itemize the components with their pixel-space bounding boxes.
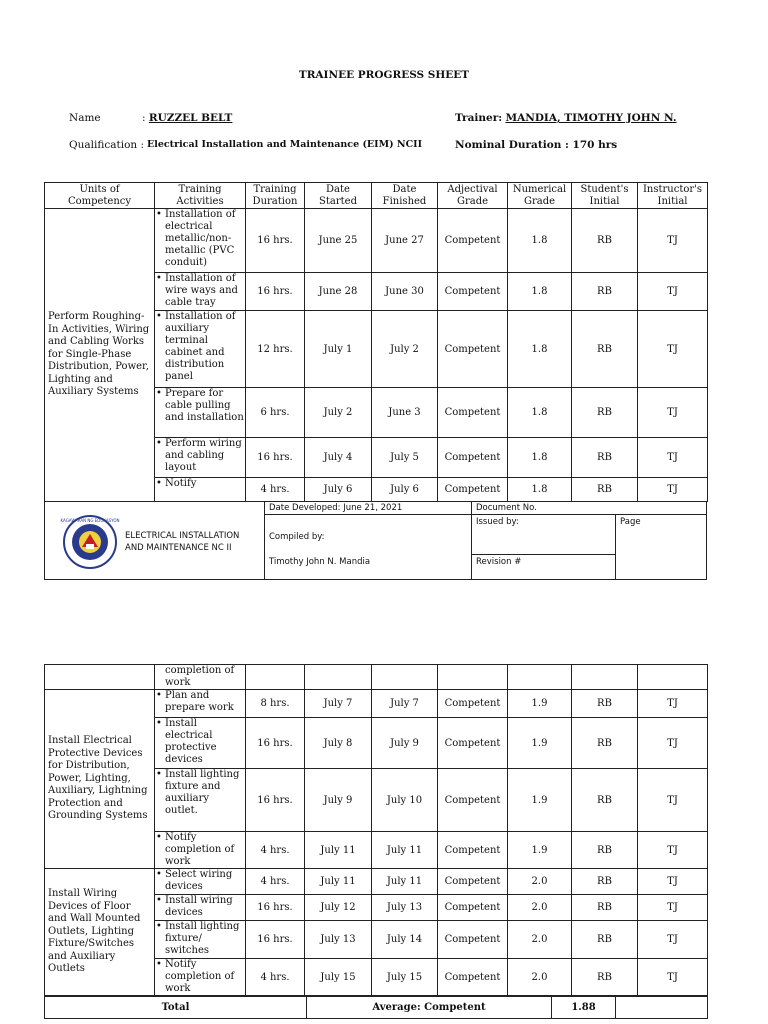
revision-label: Revision # [476, 557, 522, 567]
instructor-initial-cell: TJ [638, 388, 708, 438]
instructor-initial-cell: TJ [638, 959, 708, 996]
date-started-cell: July 11 [305, 869, 372, 895]
date-started-cell: July 2 [305, 388, 372, 438]
student-initial-cell: RB [572, 311, 638, 388]
numerical-grade-cell: 1.8 [508, 311, 572, 388]
numerical-grade-cell: 2.0 [508, 959, 572, 996]
instructor-initial-cell: TJ [638, 869, 708, 895]
average-label: Average: Competent [307, 997, 552, 1019]
adjectival-grade-cell: Competent [438, 209, 508, 273]
student-initial-cell: RB [572, 718, 638, 769]
activity-cell: completion of work [155, 665, 246, 690]
date-finished-cell: July 2 [372, 311, 438, 388]
duration-cell: 4 hrs. [246, 869, 305, 895]
numerical-grade-cell: 2.0 [508, 921, 572, 959]
page-label: Page [620, 517, 641, 527]
student-initial-cell: RB [572, 832, 638, 869]
page-title: TRAINEE PROGRESS SHEET [298, 69, 470, 81]
student-initial-cell: RB [572, 478, 638, 502]
deped-seal-logo [60, 514, 120, 570]
activity-cell: • Installation of electrical metallic/non-metallic (PVC conduit) [155, 209, 246, 273]
document-footer [44, 501, 707, 580]
date-started-cell: July 13 [305, 921, 372, 959]
duration-cell: 16 hrs. [246, 895, 305, 921]
svg-text:KAGAWARAN NG EDUKASYON: KAGAWARAN NG EDUKASYON [60, 518, 120, 523]
date-started-cell: July 7 [305, 690, 372, 718]
activity-cell: • Install electrical protective devices [155, 718, 246, 769]
activity-cell: • Install lighting fixture/ switches [155, 921, 246, 959]
header-student: Student's Initial [572, 183, 638, 209]
date-finished-cell: July 6 [372, 478, 438, 502]
compiler-name: Timothy John N. Mandia [269, 557, 371, 567]
adjectival-grade-cell: Competent [438, 921, 508, 959]
student-initial-cell: RB [572, 895, 638, 921]
date-finished-cell: July 9 [372, 718, 438, 769]
duration-cell: 16 hrs. [246, 273, 305, 311]
date-finished-cell: July 13 [372, 895, 438, 921]
duration-cell: 6 hrs. [246, 388, 305, 438]
date-finished-cell: June 27 [372, 209, 438, 273]
instructor-initial-cell: TJ [638, 718, 708, 769]
duration-cell: 16 hrs. [246, 209, 305, 273]
activity-cell: • Perform wiring and cabling layout [155, 438, 246, 478]
adjectival-grade-cell: Competent [438, 273, 508, 311]
adjectival-grade-cell: Competent [438, 869, 508, 895]
date-started-cell: July 6 [305, 478, 372, 502]
table-row [45, 209, 708, 273]
qualification-label: Qualification : [69, 139, 145, 151]
student-initial-cell: RB [572, 690, 638, 718]
header-duration: Training Duration [246, 183, 305, 209]
instructor-initial-cell: TJ [638, 895, 708, 921]
date-developed: Date Developed: June 21, 2021 [269, 503, 403, 513]
average-grade: 1.88 [552, 997, 616, 1019]
total-row [45, 997, 708, 1019]
date-started-cell: July 8 [305, 718, 372, 769]
duration-cell: 8 hrs. [246, 690, 305, 718]
header-units: Units of Competency [45, 183, 155, 209]
student-initial-cell: RB [572, 388, 638, 438]
duration-cell: 16 hrs. [246, 438, 305, 478]
student-initial-cell: RB [572, 438, 638, 478]
numerical-grade-cell: 1.9 [508, 690, 572, 718]
duration-cell: 16 hrs. [246, 769, 305, 832]
instructor-initial-cell: TJ [638, 769, 708, 832]
instructor-initial-cell: TJ [638, 273, 708, 311]
date-finished-cell: July 14 [372, 921, 438, 959]
date-finished-cell: July 11 [372, 832, 438, 869]
date-started-cell: July 9 [305, 769, 372, 832]
numerical-grade-cell: 1.9 [508, 718, 572, 769]
compiled-by-label: Compiled by: [269, 532, 325, 542]
numerical-grade-cell: 1.8 [508, 478, 572, 502]
name-label: Name [69, 112, 101, 124]
instructor-initial-cell: TJ [638, 921, 708, 959]
duration-field: Nominal Duration : 170 hrs [455, 139, 618, 151]
header-adjectival: Adjectival Grade [438, 183, 508, 209]
adjectival-grade-cell: Competent [438, 895, 508, 921]
footer-org-name: ELECTRICAL INSTALLATION AND MAINTENANCE NC II [125, 531, 240, 553]
name-value: : RUZZEL BELT [142, 112, 233, 124]
adjectival-grade-cell: Competent [438, 388, 508, 438]
activity-cell: • Notify completion of work [155, 832, 246, 869]
student-initial-cell: RB [572, 769, 638, 832]
duration-cell: 4 hrs. [246, 478, 305, 502]
date-started-cell: July 12 [305, 895, 372, 921]
activity-cell: • Install lighting fixture and auxiliary outlet. [155, 769, 246, 832]
adjectival-grade-cell: Competent [438, 311, 508, 388]
numerical-grade-cell: 1.8 [508, 438, 572, 478]
unit-of-competency: Install Electrical Protective Devices for Distribution, Power, Lighting, Auxiliary, Lightning Protection and Grounding Systems [45, 690, 155, 869]
duration-cell: 12 hrs. [246, 311, 305, 388]
instructor-initial-cell: TJ [638, 209, 708, 273]
adjectival-grade-cell: Competent [438, 690, 508, 718]
activity-cell: • Installation of auxiliary terminal cabinet and distribution panel [155, 311, 246, 388]
date-finished-cell: July 11 [372, 869, 438, 895]
duration-cell: 16 hrs. [246, 718, 305, 769]
instructor-initial-cell: TJ [638, 311, 708, 388]
unit-of-competency: Install Wiring Devices of Floor and Wall Mounted Outlets, Lighting Fixture/Switches and Auxiliary Outlets [45, 869, 155, 996]
student-initial-cell: RB [572, 921, 638, 959]
duration-cell: 4 hrs. [246, 959, 305, 996]
date-started-cell: July 11 [305, 832, 372, 869]
date-started-cell: July 4 [305, 438, 372, 478]
adjectival-grade-cell: Competent [438, 718, 508, 769]
duration-cell: 16 hrs. [246, 921, 305, 959]
progress-table-2 [44, 664, 708, 996]
qualification-value: Electrical Installation and Maintenance (EIM) NCII [147, 139, 423, 150]
instructor-initial-cell: TJ [638, 478, 708, 502]
instructor-initial-cell: TJ [638, 832, 708, 869]
date-finished-cell: July 5 [372, 438, 438, 478]
adjectival-grade-cell: Competent [438, 959, 508, 996]
numerical-grade-cell: 1.8 [508, 388, 572, 438]
student-initial-cell: RB [572, 959, 638, 996]
numerical-grade-cell: 2.0 [508, 869, 572, 895]
instructor-initial-cell: TJ [638, 690, 708, 718]
header-started: Date Started [305, 183, 372, 209]
activity-cell: • Plan and prepare work [155, 690, 246, 718]
adjectival-grade-cell: Competent [438, 438, 508, 478]
activity-cell: • Select wiring devices [155, 869, 246, 895]
date-started-cell: June 25 [305, 209, 372, 273]
header-instructor: Instructor's Initial [638, 183, 708, 209]
instructor-initial-cell: TJ [638, 438, 708, 478]
date-started-cell: July 1 [305, 311, 372, 388]
date-finished-cell: July 10 [372, 769, 438, 832]
progress-table-1 [44, 182, 708, 502]
duration-cell: 4 hrs. [246, 832, 305, 869]
activity-cell: • Notify completion of work [155, 959, 246, 996]
adjectival-grade-cell: Competent [438, 769, 508, 832]
issued-by-label: Issued by: [476, 517, 519, 527]
student-initial-cell: RB [572, 869, 638, 895]
numerical-grade-cell: 1.9 [508, 832, 572, 869]
total-label: Total [45, 997, 307, 1019]
student-initial-cell: RB [572, 209, 638, 273]
header-row [45, 183, 708, 209]
numerical-grade-cell: 2.0 [508, 895, 572, 921]
numerical-grade-cell: 1.8 [508, 209, 572, 273]
table-row [45, 869, 708, 895]
student-initial-cell: RB [572, 273, 638, 311]
date-finished-cell: June 3 [372, 388, 438, 438]
adjectival-grade-cell: Competent [438, 832, 508, 869]
header-activities: Training Activities [155, 183, 246, 209]
date-started-cell: July 15 [305, 959, 372, 996]
adjectival-grade-cell: Competent [438, 478, 508, 502]
date-finished-cell: June 30 [372, 273, 438, 311]
table-row [45, 690, 708, 718]
document-no-label: Document No. [476, 503, 537, 513]
unit-of-competency: Perform Roughing-In Activities, Wiring and Cabling Works for Single-Phase Distribution, Power, Lighting and Auxiliary Systems [45, 209, 155, 502]
numerical-grade-cell: 1.8 [508, 273, 572, 311]
date-finished-cell: July 7 [372, 690, 438, 718]
numerical-grade-cell: 1.9 [508, 769, 572, 832]
activity-cell: • Notify [155, 478, 246, 502]
header-numerical: Numerical Grade [508, 183, 572, 209]
date-finished-cell: July 15 [372, 959, 438, 996]
table-row [45, 665, 708, 690]
header-finished: Date Finished [372, 183, 438, 209]
date-started-cell: June 28 [305, 273, 372, 311]
activity-cell: • Installation of wire ways and cable tray [155, 273, 246, 311]
activity-cell: • Prepare for cable pulling and installation [155, 388, 246, 438]
trainer-field: Trainer: MANDIA, TIMOTHY JOHN N. [455, 112, 677, 124]
activity-cell: • Install wiring devices [155, 895, 246, 921]
total-table [44, 996, 708, 1019]
